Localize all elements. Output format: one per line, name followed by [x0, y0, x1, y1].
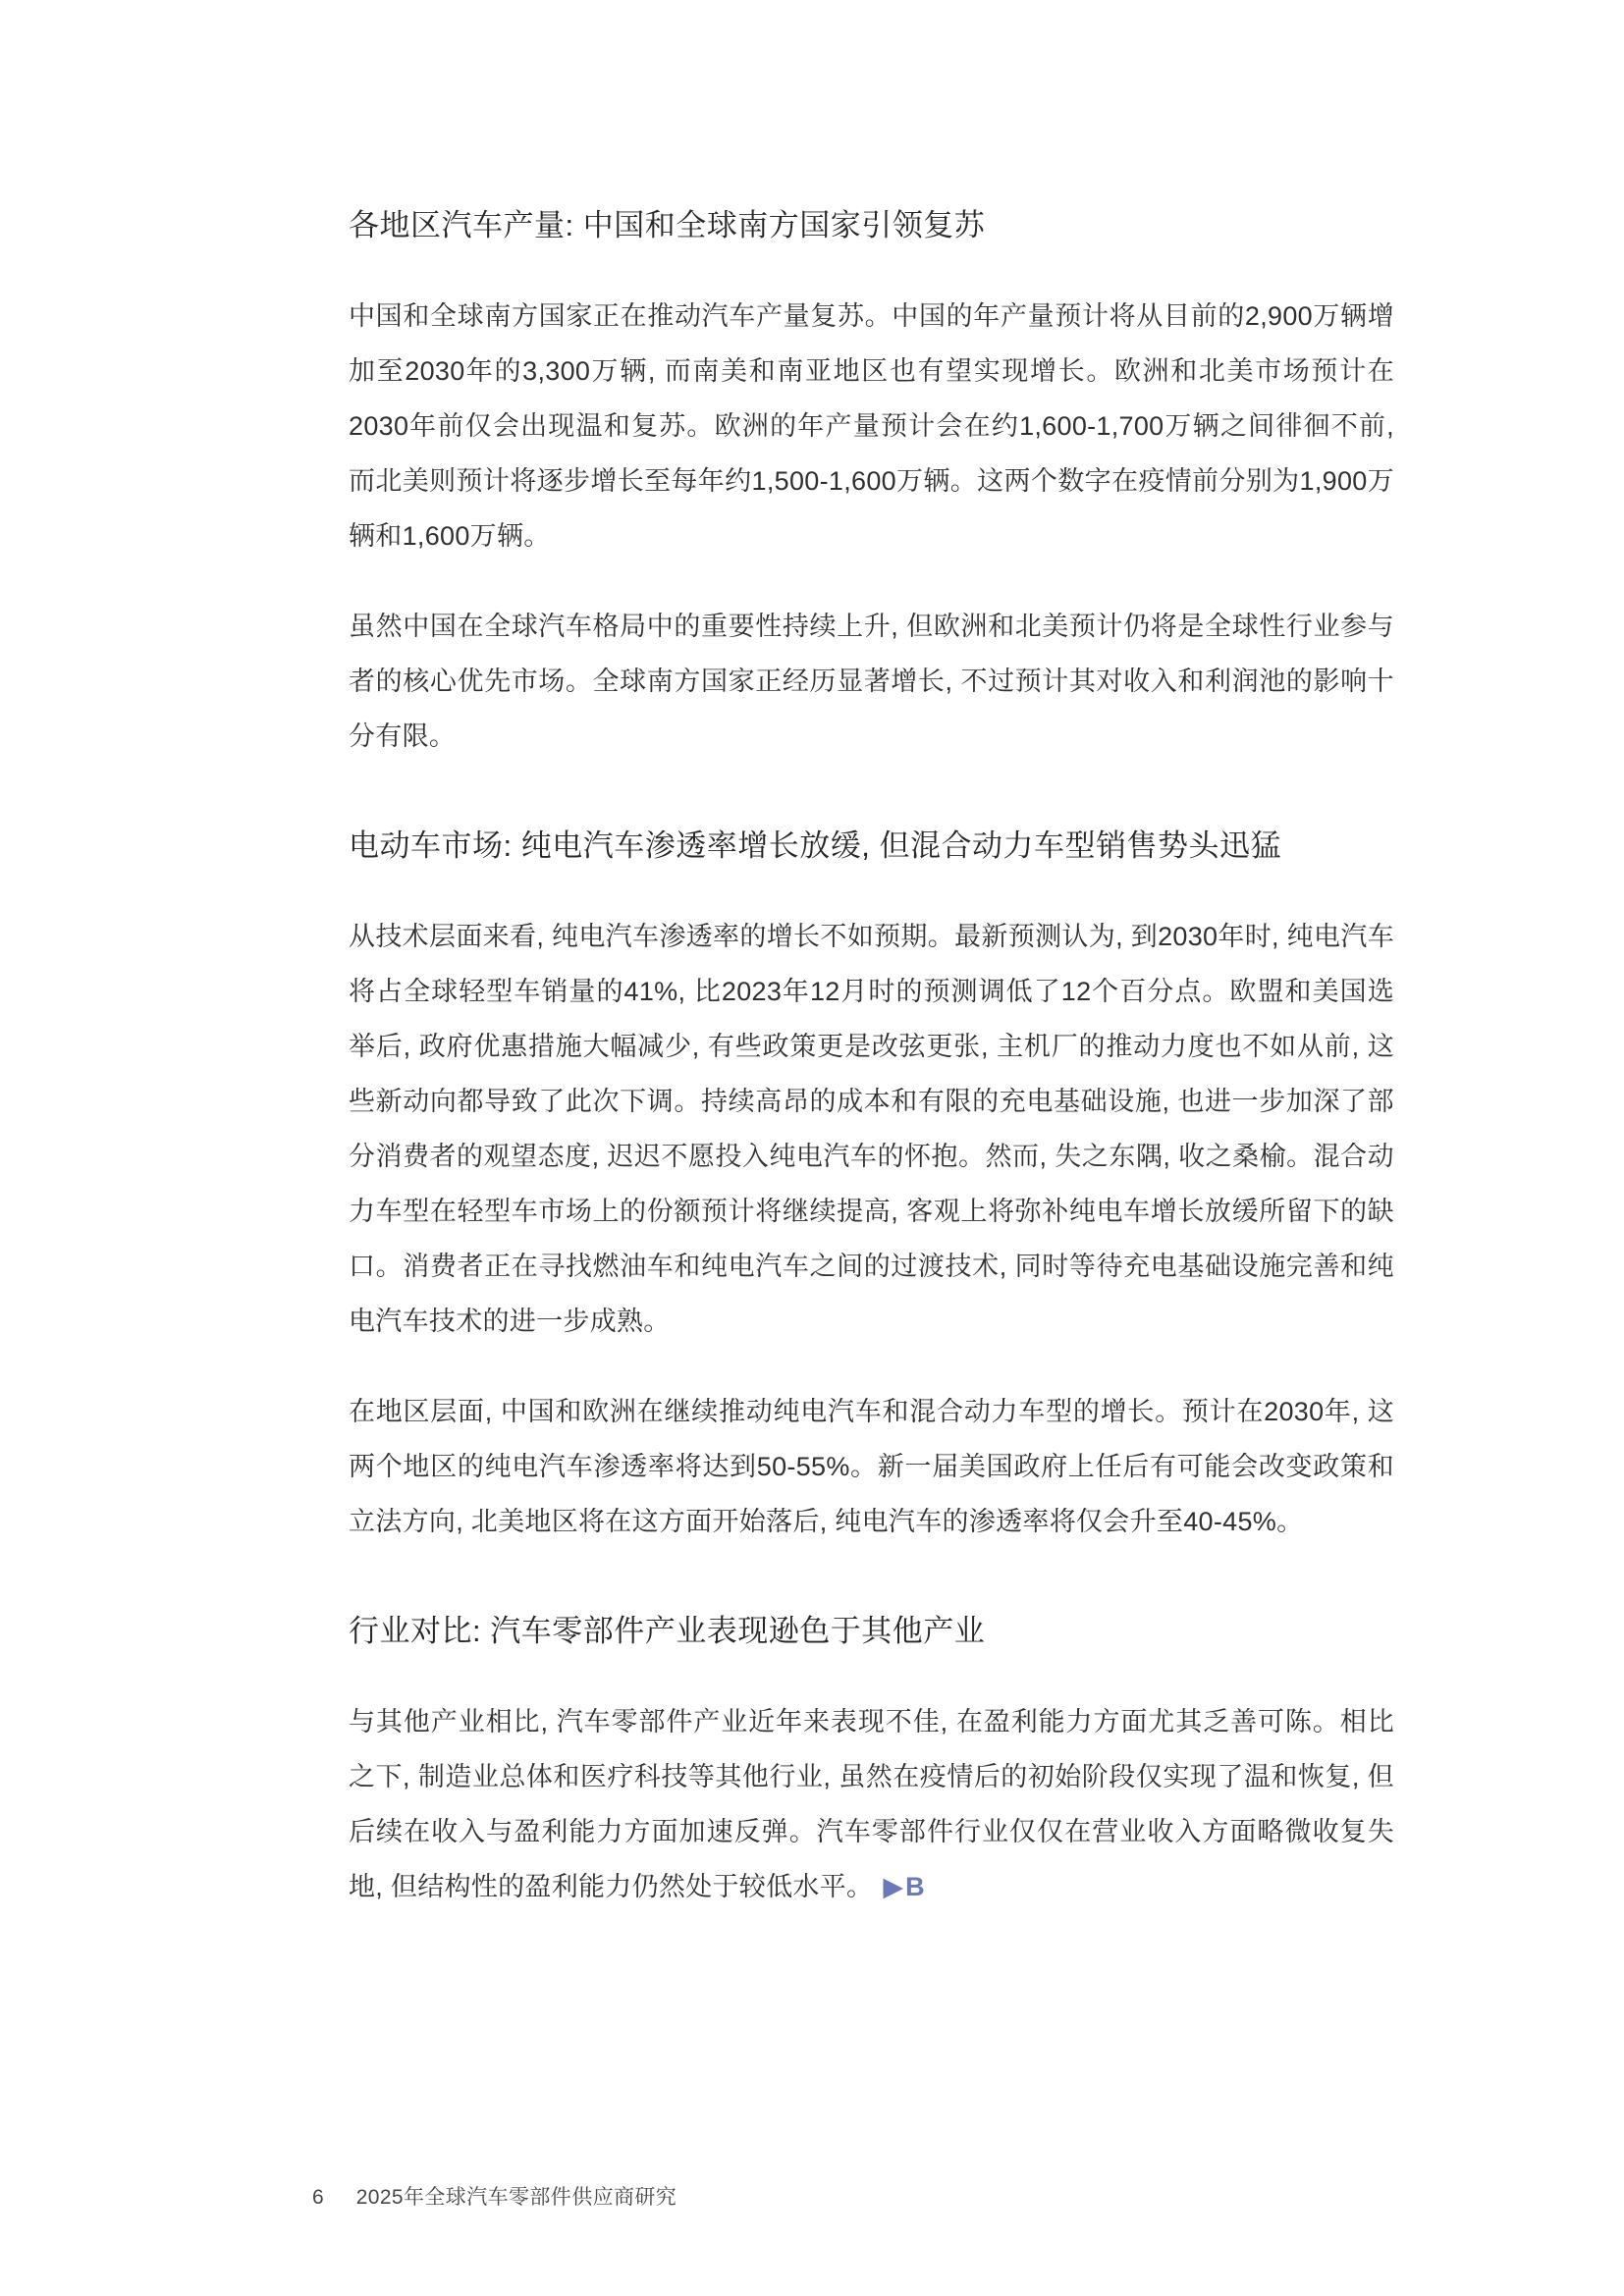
section-heading-ev-market: 电动车市场: 纯电汽车渗透率增长放缓, 但混合动力车型销售势头迅猛 — [349, 828, 1281, 863]
page-content — [349, 0, 1394, 1914]
section-regional-production — [349, 204, 1394, 764]
paragraph: 在地区层面, 中国和欧洲在继续推动纯电汽车和混合动力车型的增长。预计在2030年, 这两个地区的纯电汽车渗透率将达到50-55%。新一届美国政府上任后有可能会改变政策和立法方向, 北美地区将在这方面开始落后, 纯电汽车的渗透率将仅会升至40-45%。 — [349, 1397, 1394, 1536]
paragraph: 从技术层面来看, 纯电汽车渗透率的增长不如预期。最新预测认为, 到2030年时, 纯电汽车将占全球轻型车销量的41%, 比2023年12月时的预测调低了12个百分点。欧盟和美国选举后, 政府优惠措施大幅减少, 有些政策更是改弦更张, 主机厂的推动力度也不如从前, 这些新动向都导致了此次下调。持续高昂的成本和有限的充电基础设施, 也进一步加深了部分消费者的观望态度, 迟迟不愿投入纯电汽车的怀抱。然而, 失之东隅, 收之桑榆。混合动力车型在轻型车市场上的份额预计将继续提高, 客观上将弥补纯电车增长放缓所留下的缺口。消费者正在寻找燃油车和纯电汽车之间的过渡技术, 同时等待充电基础设施完善和纯电汽车技术的进一步成熟。 — [349, 922, 1394, 1336]
footer-document-title: 2025年全球汽车零部件供应商研究 — [355, 2186, 677, 2209]
page-number: 6 — [312, 2186, 324, 2209]
page-footer — [312, 2181, 677, 2211]
paragraph-text: 与其他产业相比, 汽车零部件产业近年来表现不佳, 在盈利能力方面尤其乏善可陈。相比之下, 制造业总体和医疗科技等其他行业, 虽然在疫情后的初始阶段仅实现了温和恢复, 但后续在收入与盈利能力方面加速反弹。汽车零部件行业仅仅在营业收入方面略微收复失地, 但结构性的盈利能力仍然处于较低水平。 — [349, 1707, 1394, 1901]
paragraph: 中国和全球南方国家正在推动汽车产量复苏。中国的年产量预计将从目前的2,900万辆增加至2030年的3,300万辆, 而南美和南亚地区也有望实现增长。欧洲和北美市场预计在2030年前仅会出现温和复苏。欧洲的年产量预计会在约1,600-1,700万辆之间徘徊不前, 而北美则预计将逐步增长至每年约1,500-1,600万辆。这两个数字在疫情前分别为1,900万辆和1,600万辆。 — [349, 301, 1394, 551]
section-ev-market — [349, 825, 1394, 1549]
section-heading-industry-comparison: 行业对比: 汽车零部件产业表现逊色于其他产业 — [349, 1614, 986, 1648]
paragraph: 虽然中国在全球汽车格局中的重要性持续上升, 但欧洲和北美预计仍将是全球性行业参与者的核心优先市场。全球南方国家正经历显著增长, 不过预计其对收入和利润池的影响十分有限。 — [349, 612, 1394, 751]
section-heading-regional-production: 各地区汽车产量: 中国和全球南方国家引领复苏 — [349, 208, 986, 242]
paragraph — [349, 1694, 1394, 1914]
exhibit-b-reference-link[interactable]: ▶B — [883, 1872, 927, 1901]
section-industry-comparison — [349, 1610, 1394, 1914]
